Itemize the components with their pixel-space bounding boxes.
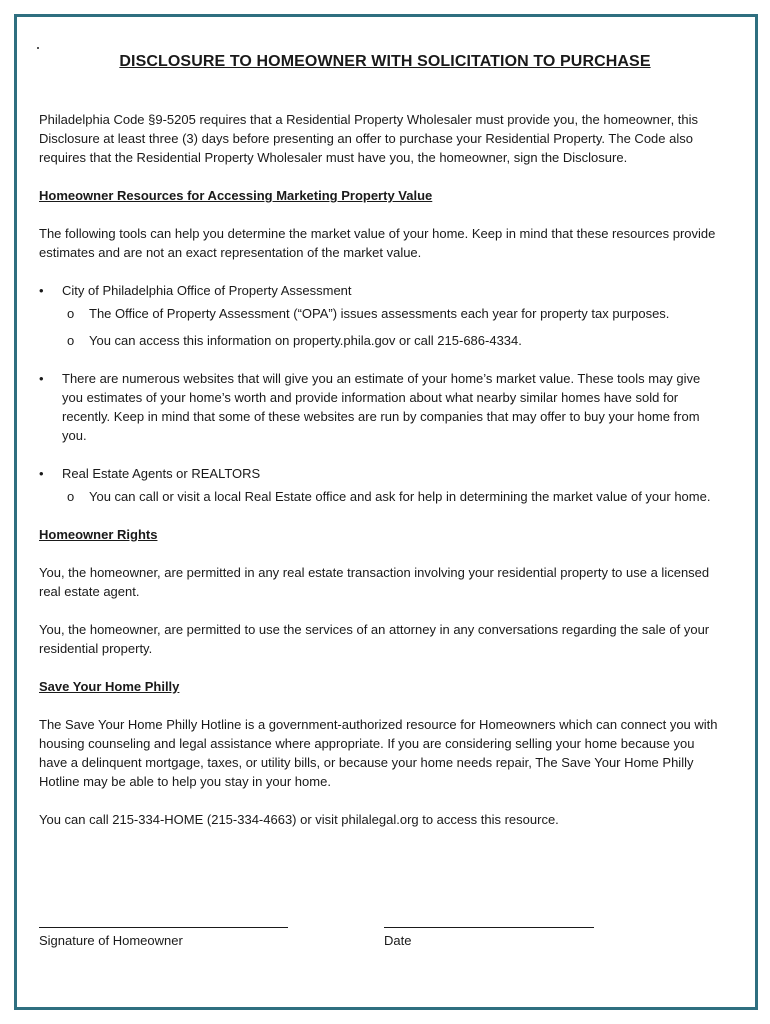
list-item-text: Real Estate Agents or REALTORS (62, 466, 261, 481)
document-body (39, 110, 724, 848)
homeowner-signature-label: Signature of Homeowner (39, 933, 183, 948)
sub-list-item-text: The Office of Property Assessment (“OPA”) issues assessments each year for property tax purposes. (89, 306, 670, 321)
sub-list-item (62, 331, 724, 350)
save-home-paragraph: The Save Your Home Philly Hotline is a government-authorized resource for Homeowners which can connect you with housing counseling and legal assistance where appropriate. If you are considering selling your home because you have a delinquent mortgage, taxes, or utility bills, or because your home needs repair, The Save Your Home Philly Hotline may be able to help you stay in your home. (39, 717, 718, 789)
resources-paragraph: The following tools can help you determine the market value of your home. Keep in mind that these resources provide estimates and are not an exact representation of the market value. (39, 226, 716, 260)
signature-block (39, 927, 639, 967)
circle-bullet-icon: o (67, 333, 75, 348)
sub-list-item-text: You can access this information on property.phila.gov or call 215-686-4334. (89, 333, 522, 348)
bullet-icon: • (39, 283, 44, 298)
rights-heading: Homeowner Rights (39, 527, 158, 542)
list-item (39, 281, 724, 350)
rights-paragraph-agent: You, the homeowner, are permitted in any real estate transaction involving your residential property to use a licensed real estate agent. (39, 565, 710, 599)
resources-list (39, 281, 724, 506)
bullet-icon: • (39, 466, 44, 481)
sub-list-item (62, 304, 724, 323)
date-label: Date (384, 933, 412, 948)
intro-paragraph: Philadelphia Code §9-5205 requires that a Residential Property Wholesaler must provide you, the homeowner, this Disclosure at least three (3) days before presenting an offer to purchase your Residential Property. The Code also requires that the Residential Property Wholesaler must have you, the homeowner, sign the Disclosure. (39, 112, 699, 165)
rights-paragraph-attorney: You, the homeowner, are permitted to use the services of an attorney in any conversations regarding the sale of your residential property. (39, 622, 710, 656)
bullet-icon: • (39, 371, 44, 386)
circle-bullet-icon: o (67, 489, 75, 504)
list-item (39, 464, 724, 506)
save-home-contact: You can call 215-334-HOME (215-334-4663) or visit philalegal.org to access this resource. (39, 812, 559, 827)
resources-heading: Homeowner Resources for Accessing Marketing Property Value (39, 188, 433, 203)
sub-list-item-text: You can call or visit a local Real Estate office and ask for help in determining the market value of your home. (89, 489, 711, 504)
date-line[interactable] (384, 927, 594, 928)
sub-list (62, 487, 724, 506)
save-home-heading: Save Your Home Philly (39, 679, 180, 694)
scan-speck (37, 47, 39, 49)
circle-bullet-icon: o (67, 306, 75, 321)
homeowner-signature-line[interactable] (39, 927, 288, 928)
sub-list (62, 304, 724, 350)
list-item (39, 369, 724, 445)
list-item-text: City of Philadelphia Office of Property Assessment (62, 283, 352, 298)
list-item-text: There are numerous websites that will give you an estimate of your home’s market value. These tools may give you estimates of your home’s worth and provide information about what nearby similar homes have sold for recently. Keep in mind that some of these websites are run by companies that may offer to buy your home from you. (62, 371, 701, 443)
sub-list-item (62, 487, 724, 506)
document-title: DISCLOSURE TO HOMEOWNER WITH SOLICITATION TO PURCHASE (119, 53, 651, 70)
